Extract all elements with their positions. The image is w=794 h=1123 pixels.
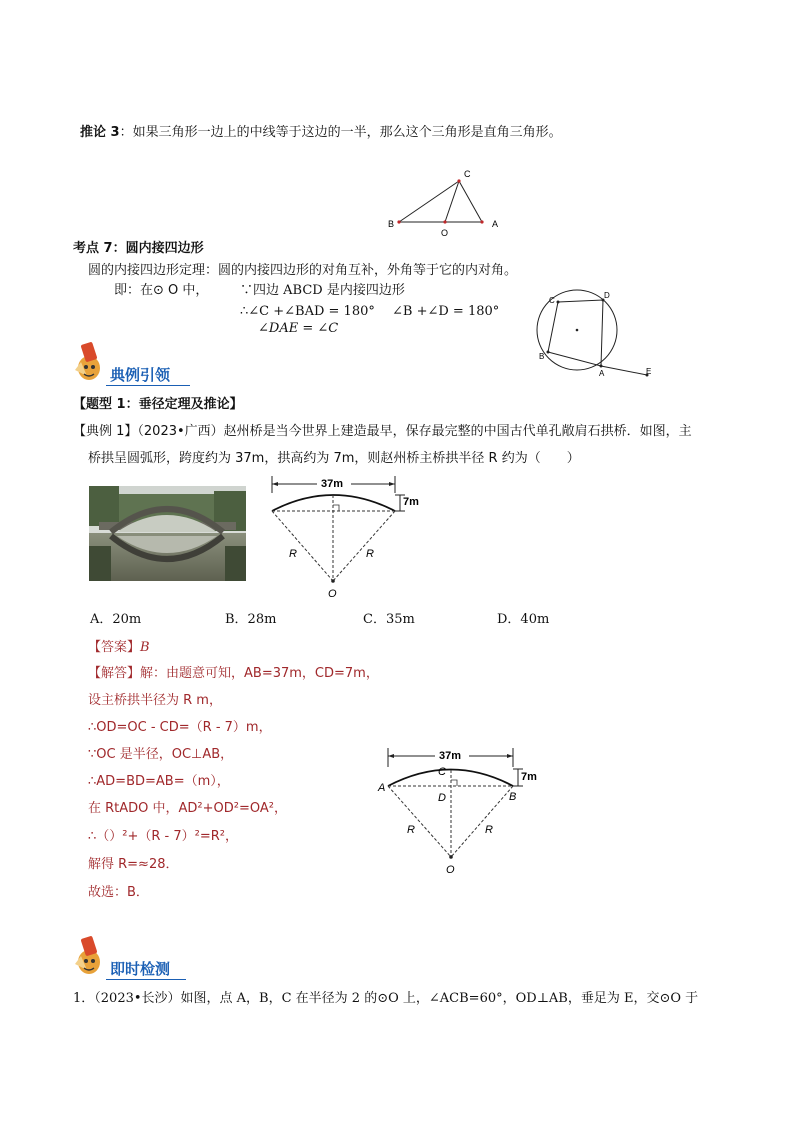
pencil-mascot-icon	[72, 340, 106, 384]
option-b: B．28m	[225, 612, 277, 627]
solution-label-b: B	[509, 791, 517, 803]
corollary-label: 推论 3	[80, 125, 120, 140]
topic-7-title: 考点 7：圆内接四边形	[73, 241, 204, 256]
question-1: 1．（2023•长沙）如图，点 A，B，C 在半径为 2 的⊙O 上，∠ACB=60°，OD⊥AB，垂足为 E，交⊙O 于	[73, 991, 699, 1006]
bridge-center-label: O	[328, 588, 337, 600]
triangle-label-c: C	[464, 169, 471, 179]
solution-line-3: ∴OD=OC - CD=（R - 7）m，	[88, 720, 272, 735]
solution-span-label: 37m	[439, 750, 462, 762]
answer	[88, 636, 150, 655]
circle-label-d: D	[604, 291, 610, 300]
topic-7-ji: 即：在⊙ O 中，	[114, 283, 209, 298]
bridge-radius-right-label: R	[366, 548, 374, 560]
option-c: C．35m	[363, 612, 415, 627]
topic-7-dae: ∠DAE = ∠C	[258, 321, 339, 336]
circle-label-a: A	[599, 369, 605, 378]
corollary-text: 如果三角形一边上的中线等于这边的一半，那么这个三角形是直角三角形。	[132, 125, 562, 140]
circle-label-b: B	[539, 352, 545, 361]
solution-line-7: ∴（）²+（R - 7）²=R²，	[88, 829, 238, 844]
example-prefix: 【典例 1】	[73, 424, 138, 439]
bridge-radius-left-label: R	[289, 548, 297, 560]
triangle-figure	[380, 165, 510, 240]
corollary-colon: ：	[119, 125, 133, 140]
example-1-line-2: 桥拱呈圆弧形，跨度约为 37m，拱高约为 7m，则赵州桥主桥拱半径 R 约为（ ）	[88, 451, 580, 466]
section-underline	[106, 979, 186, 980]
solution-height-label: 7m	[521, 771, 537, 783]
answer-value: B	[140, 640, 150, 655]
solution-line-1	[88, 662, 379, 681]
example-text: （2023•广西）赵州桥是当今世界上建造最早，保存最完整的中国古代单孔敞肩石拱桥．如图，主	[137, 424, 692, 439]
option-a: A．20m	[90, 612, 142, 627]
section-title-examples: 典例引领	[110, 366, 171, 384]
solution-label-d: D	[438, 792, 446, 804]
triangle-label-b: B	[388, 219, 395, 229]
solution-bridge-diagram	[375, 745, 550, 875]
topic-7-therefore: ∴∠C +∠BAD = 180° ∠B +∠D = 180°	[240, 304, 500, 319]
solution-line-2: 设主桥拱半径为 R m，	[88, 693, 222, 708]
topic-7-theorem: 圆的内接四边形定理：圆的内接四边形的对角互补，外角等于它的内对角。	[88, 263, 518, 278]
section-title-quick-check: 即时检测	[110, 960, 171, 978]
section-underline	[106, 385, 190, 386]
solution-line-5: ∴AD=BD=AB=（m），	[88, 774, 230, 789]
solution-label: 【解答】	[88, 666, 141, 681]
circle-label-e: E	[646, 367, 652, 376]
solution-line-9: 故选：B．	[88, 885, 149, 900]
solution-line-8: 解得 R=≈28．	[88, 857, 179, 872]
topic-7-because: ∵四边 ABCD 是内接四边形	[240, 283, 405, 298]
solution-line-4: ∵OC 是半径，OC⊥AB，	[88, 747, 234, 762]
example-1-line-1	[73, 420, 692, 439]
bridge-height-label: 7m	[403, 496, 419, 508]
question-type-1: 【题型 1：垂径定理及推论】	[73, 397, 243, 412]
circle-label-c: C	[549, 296, 555, 305]
zhaozhou-bridge-photo	[89, 486, 246, 581]
bridge-span-label: 37m	[321, 478, 344, 490]
pencil-mascot-icon	[72, 934, 106, 978]
solution-line-6: 在 RtADO 中，AD²+OD²=OA²，	[88, 801, 287, 816]
triangle-label-o: O	[441, 228, 449, 238]
solution-text-1: 解：由题意可知，AB=37m，CD=7m，	[140, 666, 379, 681]
bridge-arc-diagram	[265, 473, 435, 601]
solution-label-a: A	[378, 782, 386, 794]
triangle-label-a: A	[492, 219, 499, 229]
solution-label-c: C	[438, 766, 446, 778]
solution-radius-left-label: R	[407, 824, 415, 836]
inscribed-quadrilateral-figure	[535, 288, 660, 388]
corollary-3	[80, 121, 562, 140]
option-d: D．40m	[497, 612, 550, 627]
answer-label: 【答案】	[88, 640, 141, 655]
solution-center-label: O	[446, 864, 455, 875]
solution-radius-right-label: R	[485, 824, 493, 836]
